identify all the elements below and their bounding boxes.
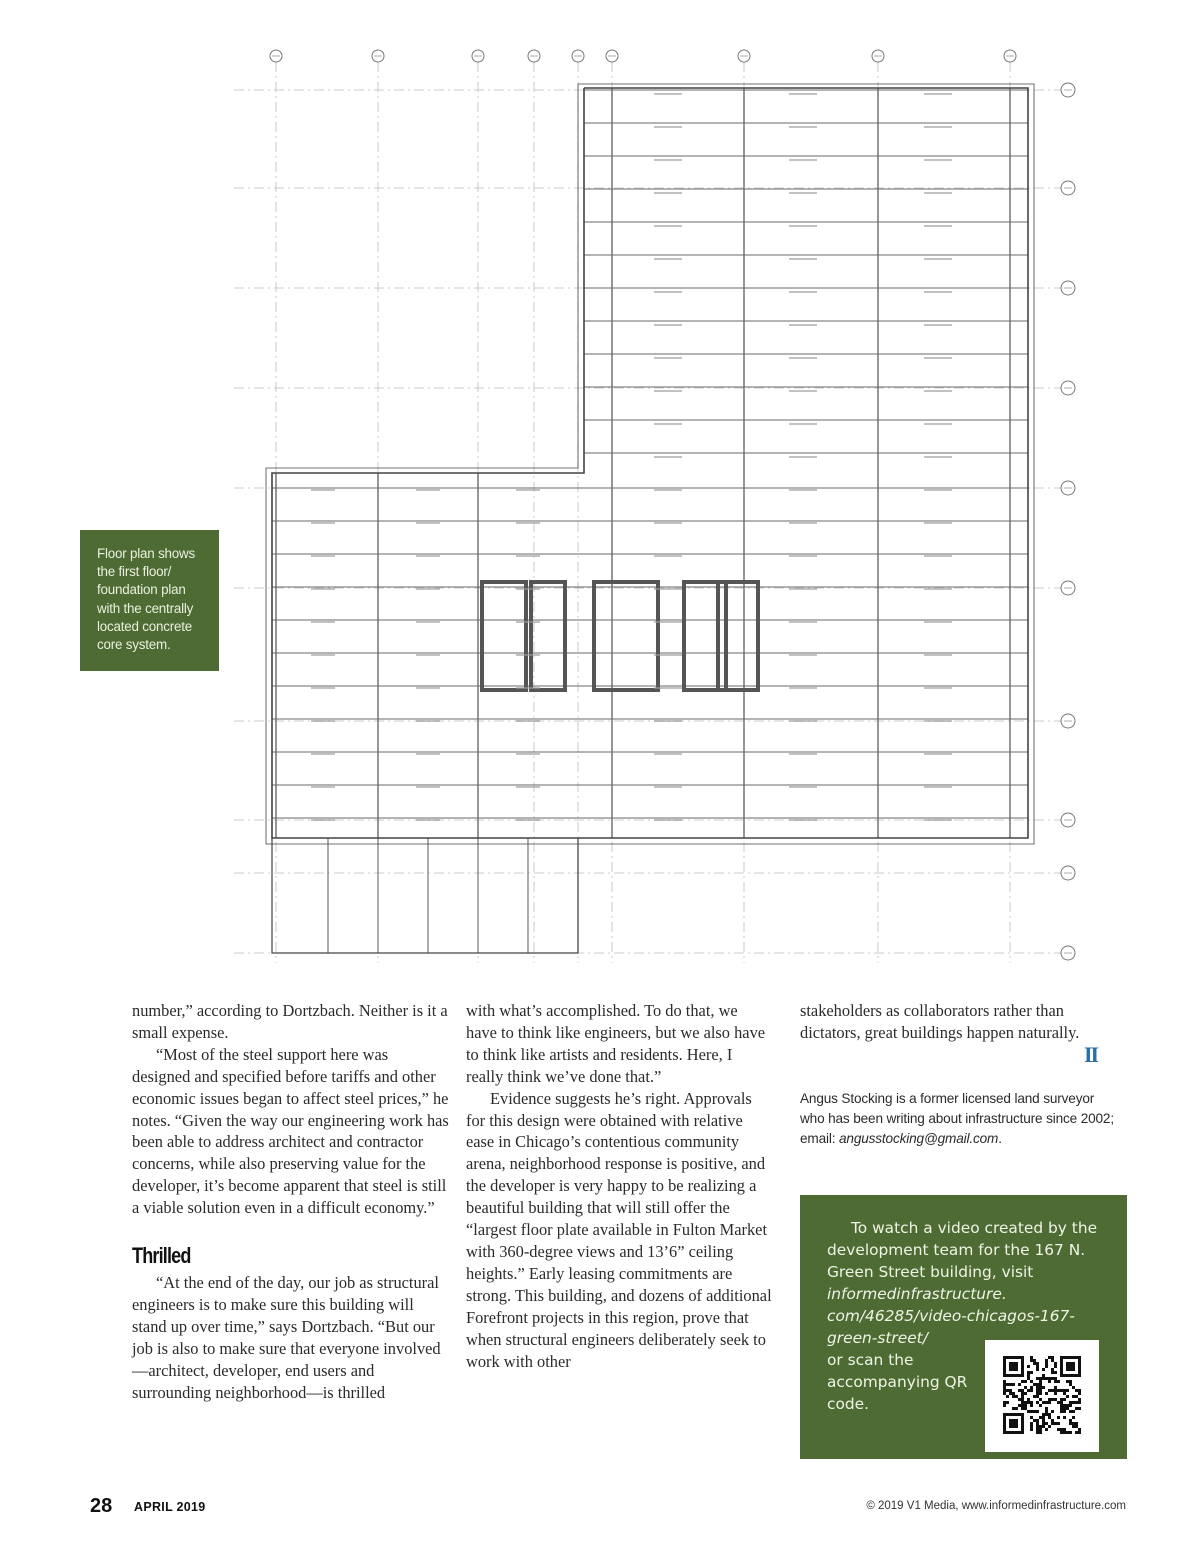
bio-text: Angus Stocking is a former licensed land surveyor who has been writing about infrastructure since 2002; email: [800, 1091, 1114, 1146]
video-outro: or scan the accompanying QR code. [827, 1351, 968, 1413]
author-bio [800, 1089, 1120, 1149]
paragraph: number,” according to Dortzbach. Neither is it a small expense. [132, 1001, 448, 1042]
floor-plan-drawing [228, 48, 1088, 974]
bio-tail: . [998, 1131, 1002, 1146]
video-intro: To watch a video created by the development team for the 167 N. Green Street building, visit [827, 1219, 1098, 1281]
paragraph: with what’s accomplished. To do that, we have to think like engineers, but we also have to think like artists and residents. Here, I really think we’ve done that.” [466, 1001, 766, 1086]
article-column-1 [132, 1000, 450, 1404]
author-email-link[interactable]: angusstocking@gmail.com [839, 1131, 999, 1146]
paragraph: “Most of the steel support here was designed and specified before tariffs and other economic issues began to affect steel prices,” he notes. “Given the way our engineering work has been able to address architect and contractor concerns, while also preserving value for the developer, it’s become apparent that steel is still a viable solution even in a difficult economy.” [132, 1044, 449, 1218]
end-mark-icon: II [1084, 1042, 1098, 1067]
paragraph: stakeholders as collaborators rather than dictators, great buildings happen naturally. [800, 1001, 1080, 1042]
page-number: 28 [90, 1495, 113, 1517]
article-column-3 [800, 1000, 1110, 1044]
qr-code-icon[interactable] [985, 1340, 1099, 1452]
copyright-notice: © 2019 V1 Media, www.informedinfrastructure.com [866, 1500, 1126, 1512]
paragraph: Evidence suggests he’s right. Approvals for this design were obtained with relative ease in Chicago’s contentious community arena, neighborhood response is positive, and the developer is very happy to be realizing a beautiful building that will still offer the “largest floor plate available in Fulton Market with 360-degree views and 13’6” ceiling heights.” Early leasing commitments are strong. This building, and dozens of additional Forefront projects in this region, prove that when structural engineers deliberately seek to work with other [466, 1088, 772, 1371]
paragraph: “At the end of the day, our job as structural engineers is to make sure this building will stand up over time,” says Dortzbach. “But our job is also to make sure that everyone involved—architect, developer, end users and surrounding neighborhood—is thrilled [132, 1273, 441, 1402]
video-url-link[interactable]: informedinfrastructure. com/46285/video-chicagos-167-green-street/ [827, 1285, 1075, 1347]
issue-date: APRIL 2019 [134, 1500, 206, 1514]
figure-caption: Floor plan shows the first floor/ foundation plan with the centrally located concrete core system. [80, 530, 219, 671]
section-subhead: Thrilled [132, 1243, 191, 1269]
article-column-2 [466, 1000, 772, 1372]
